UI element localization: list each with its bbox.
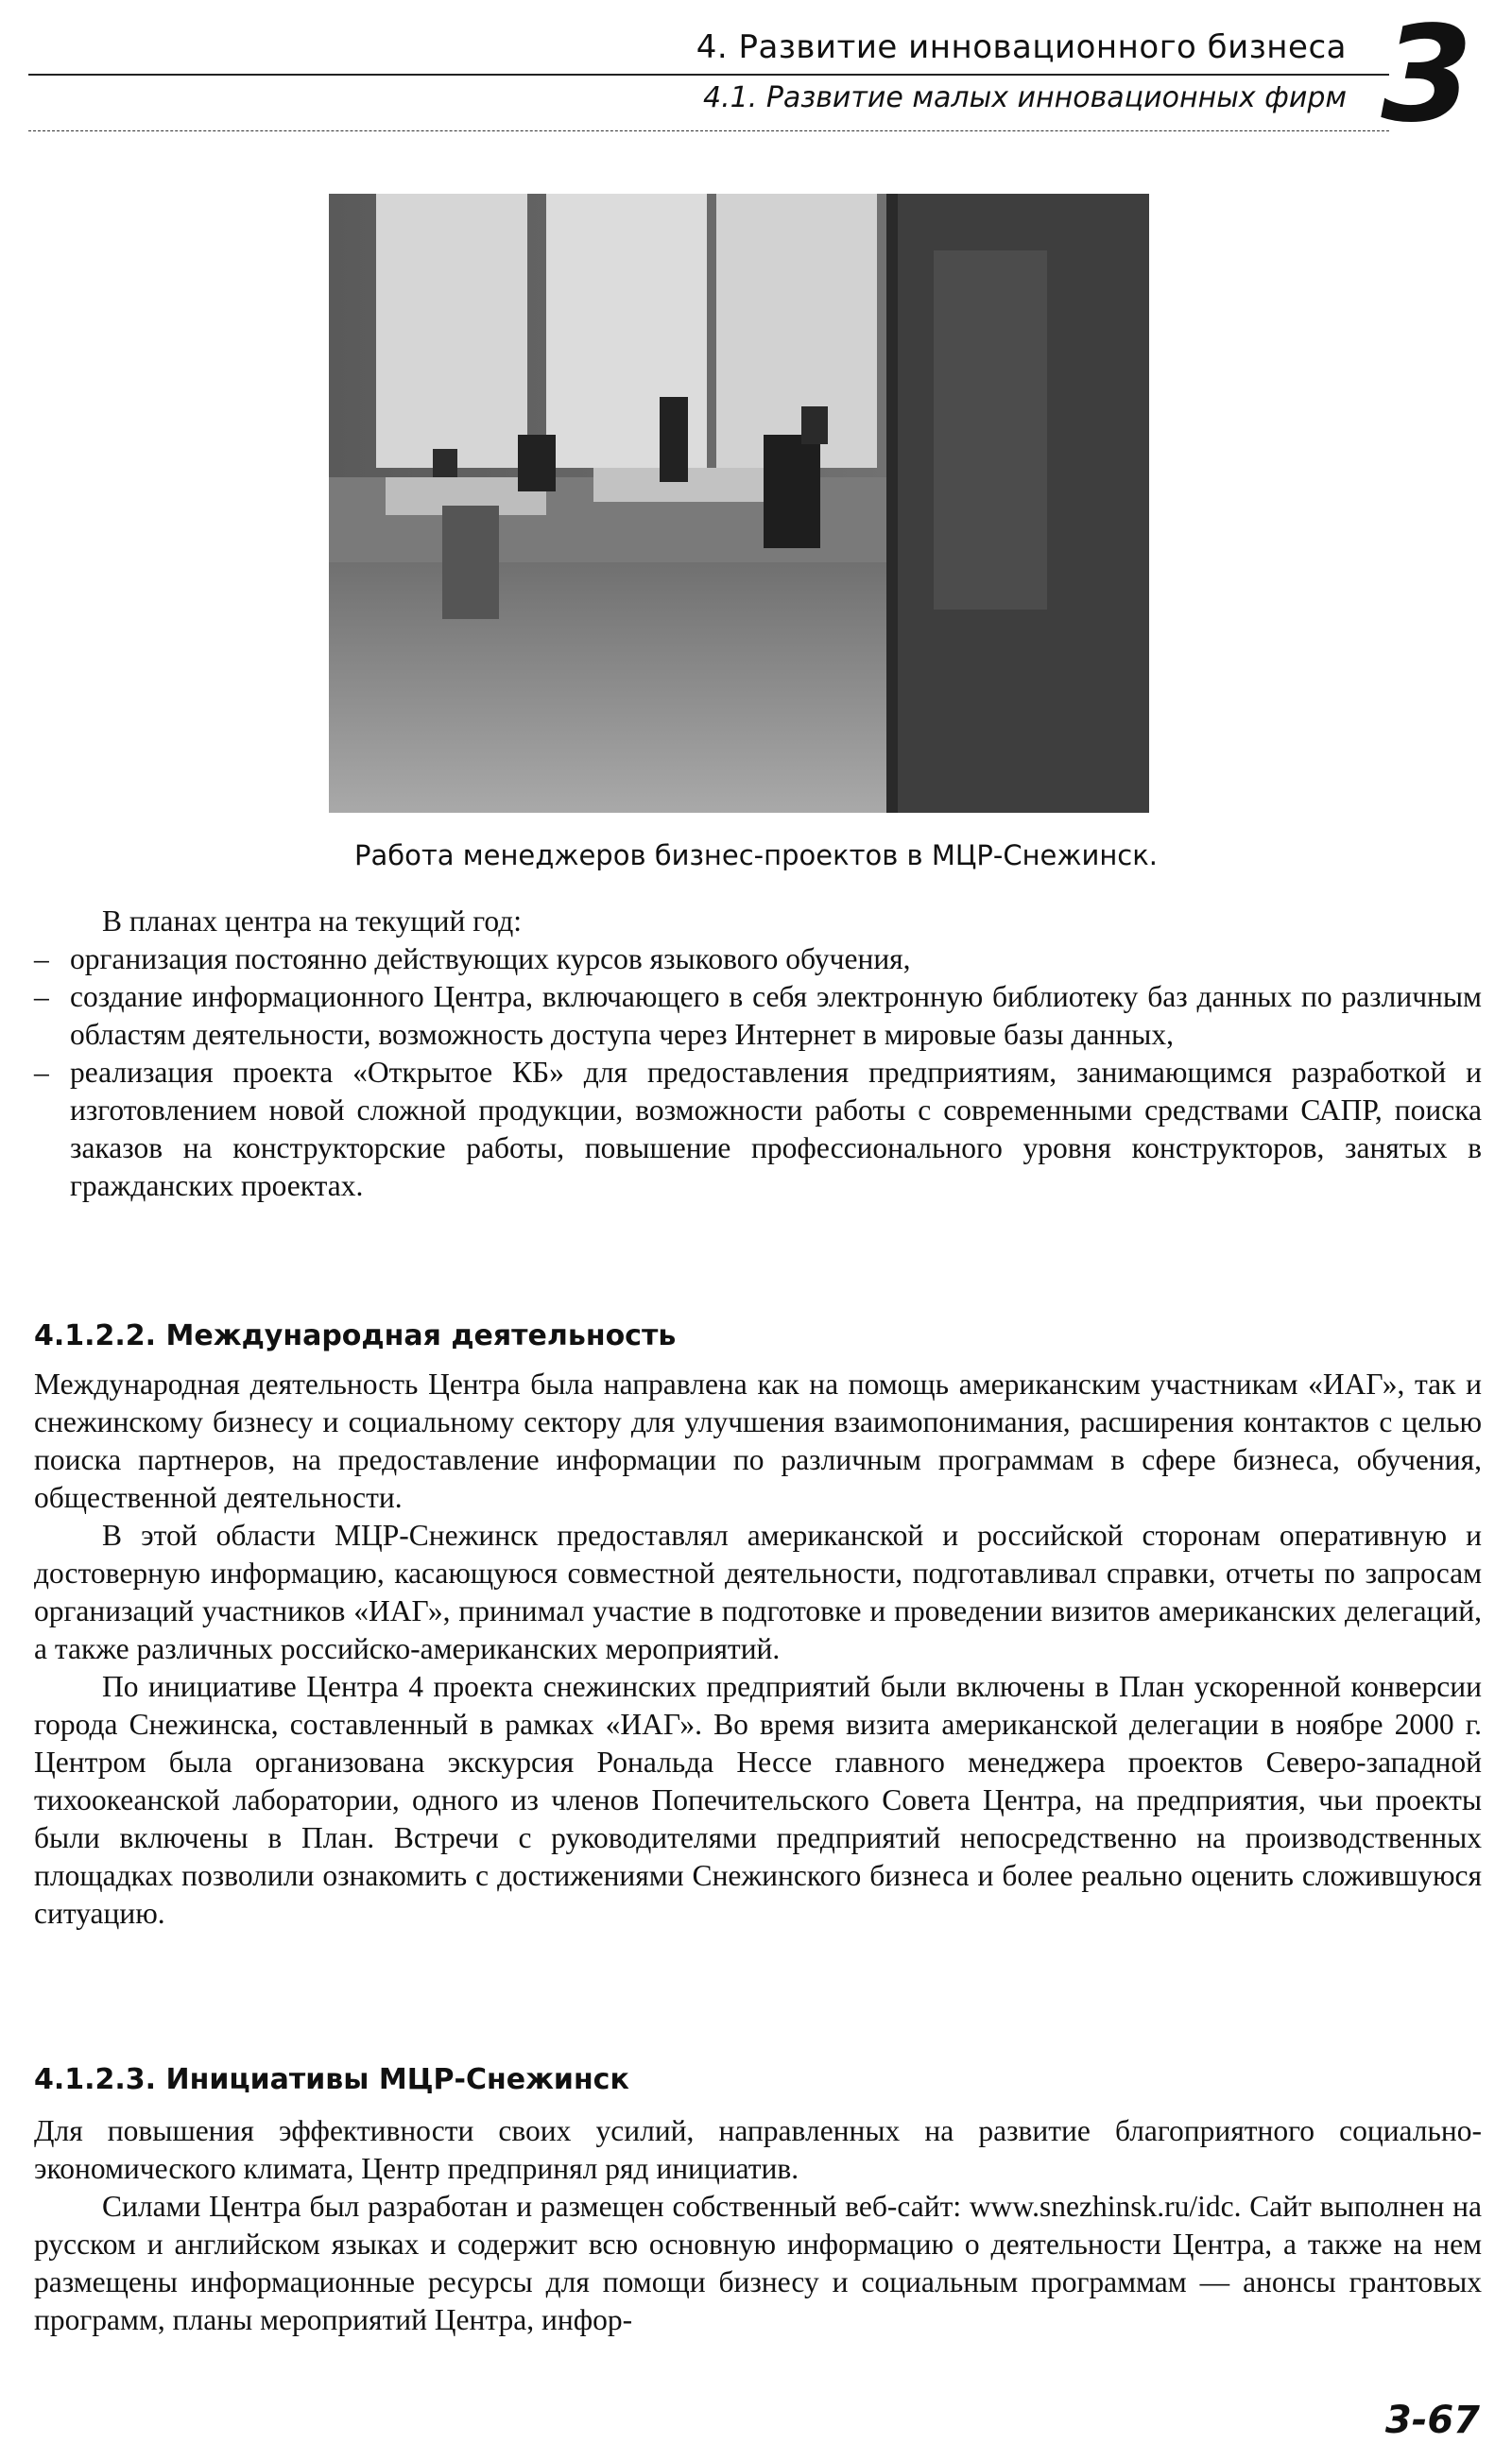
paragraph: Для повышения эффективности своих усилий, направленных на развитие благоприятного социально-экономического климата, Центр предпринял ряд инициатив.	[34, 2114, 1482, 2185]
header-rule	[28, 74, 1389, 76]
section-heading-4122: 4.1.2.2. Международная деятельность	[34, 1319, 677, 1352]
plans-list	[34, 940, 1482, 1205]
section-title: 4.1. Развитие малых инновационных фирм	[703, 81, 1347, 114]
paragraph: Международная деятельность Центра была направлена как на помощь американским участникам «ИАГ», так и снежинскому бизнесу и социальному сектору для улучшения взаимопонимания, расширения контактов с целью поиска партнеров, на предоставление информации по различным программам в сфере бизнеса, обучения, общественной деятельности.	[34, 1368, 1482, 1514]
list-item: – создание информационного Центра, включающего в себя электронную библиотеку баз данных по различным областям деятельности, возможность доступа через Интернет в мировые базы данных,	[34, 980, 1482, 1051]
figure-caption: Работа менеджеров бизнес-проектов в МЦР-Снежинск.	[353, 839, 1158, 871]
section-4122-body	[34, 1366, 1482, 1933]
plans-intro: В планах центра на текущий год:	[102, 904, 523, 938]
list-item: – организация постоянно действующих курсов языкового обучения,	[34, 942, 911, 975]
section-heading-4123: 4.1.2.3. Инициативы МЦР-Снежинск	[34, 2063, 629, 2096]
page-number: 3-67	[1384, 2399, 1480, 2442]
paragraph: Силами Центра был разработан и размещен собственный веб-сайт: www.snezhinsk.ru/idc. Сайт выполнен на русском и английском языках и содержит всю основную информацию о деятельности Центра, а также на нем размещены информационные ресурсы для помощи бизнесу и социальным программам — анонсы грантовых программ, планы мероприятий Центра, инфор-	[34, 2190, 1482, 2336]
chapter-title: 4. Развитие инновационного бизнеса	[696, 28, 1347, 66]
office-photo	[329, 194, 1149, 813]
plans-block	[34, 903, 1482, 1205]
paragraph: По инициативе Центра 4 проекта снежинских предприятий были включены в План ускоренной конверсии города Снежинска, составленный в рамках «ИАГ». Во время визита американской делегации в ноябре 2000 г. Центром была организована экскурсия Рональда Нессе главного менеджера проектов Северо-западной тихоокеанской лаборатории, одного из членов Попечительского Совета Центра, на предприятия, чьи проекты были включены в План. Встречи с руководителями предприятий непосредственно на производственных площадках позволили ознакомить с достижениями Снежинского бизнеса и более реально оценить сложившуюся ситуацию.	[34, 1670, 1482, 1930]
list-item: – реализация проекта «Открытое КБ» для предоставления предприятиям, занимающимся разработкой и изготовлением новой сложной продукции, возможности работы с современными средствами САПР, поиска заказов на конструкторские работы, повышение профессионального уровня конструкторов, занятых в гражданских проектах.	[34, 1056, 1482, 1202]
paragraph: В этой области МЦР-Снежинск предоставлял американской и российской сторонам оперативную и достоверную информацию, касающуюся совместной деятельности, подготавливал справки, отчеты по запросам организаций участников «ИАГ», принимал участие в подготовке и проведении визитов американских делегаций, а также различных российско-американских мероприятий.	[34, 1519, 1482, 1665]
header-rule-dashed	[28, 130, 1389, 131]
section-4123-body	[34, 2112, 1482, 2339]
chapter-number: 3	[1381, 0, 1473, 152]
running-header	[0, 0, 1512, 152]
